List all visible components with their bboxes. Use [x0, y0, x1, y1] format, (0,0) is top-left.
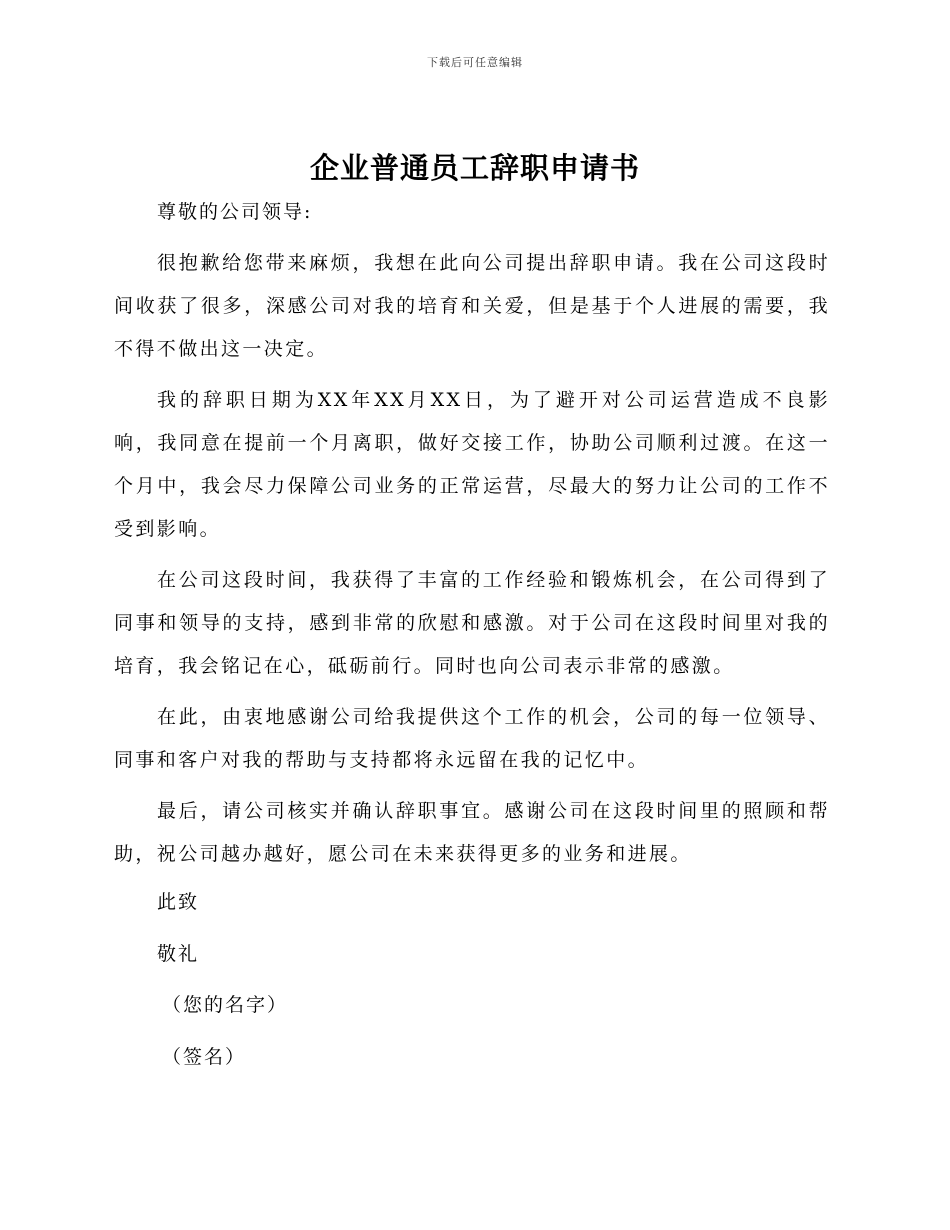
header-note: 下载后可任意编辑: [427, 56, 523, 69]
signature-line: （签名）: [162, 1046, 247, 1068]
paragraph-4: 在此，由衷地感谢公司给我提供这个工作的机会，公司的每一位领导、同事和客户对我的帮助与支持都将永远留在我的记忆中。: [114, 706, 830, 771]
letter-body: [114, 242, 830, 884]
document-title: 企业普通员工辞职申请书: [309, 151, 640, 185]
paragraph-2: 我的辞职日期为XX年XX月XX日，为了避开对公司运营造成不良影响，我同意在提前一个月离职，做好交接工作，协助公司顺利过渡。在这一个月中，我会尽力保障公司业务的正常运营，尽最大的努力让公司的工作不受到影响。: [114, 389, 830, 540]
closing-line-1: 此致: [157, 891, 200, 913]
salutation: 尊敬的公司领导:: [157, 201, 313, 223]
paragraph-3: 在公司这段时间，我获得了丰富的工作经验和锻炼机会，在公司得到了同事和领导的支持，感到非常的欣慰和感激。对于公司在这段时间里对我的培育，我会铭记在心，砥砺前行。同时也向公司表示非常的感激。: [114, 569, 830, 677]
closing-line-2: 敬礼: [157, 943, 200, 965]
paragraph-5: 最后，请公司核实并确认辞职事宜。感谢公司在这段时间里的照顾和帮助，祝公司越办越好，愿公司在未来获得更多的业务和进展。: [114, 800, 830, 865]
paragraph-1: 很抱歉给您带来麻烦，我想在此向公司提出辞职申请。我在公司这段时间收获了很多，深感公司对我的培育和关爱，但是基于个人进展的需要，我不得不做出这一决定。: [114, 252, 830, 360]
sender-name: （您的名字）: [162, 994, 289, 1016]
